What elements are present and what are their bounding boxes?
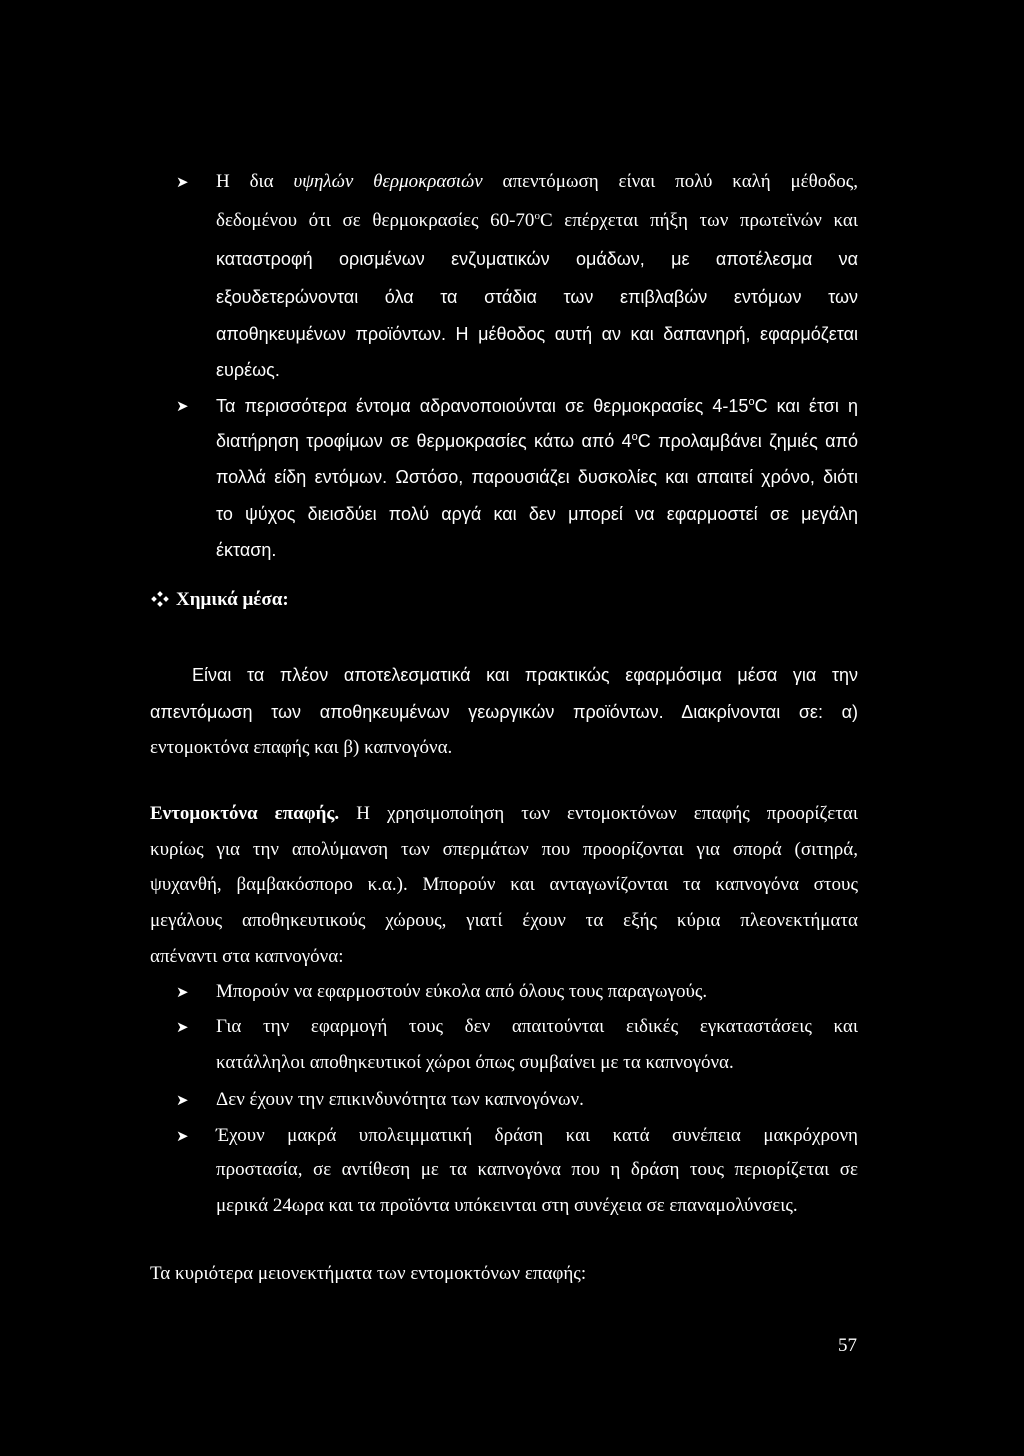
paragraph-line: πολλά είδη εντόμων. Ωστόσο, παρουσιάζει δυσκολίες και απαιτεί χρόνο, διότι — [216, 467, 858, 487]
paragraph-line: εντομοκτόνα επαφής και β) καπνογόνα. — [150, 737, 453, 758]
list-item-continuation: μερικά 24ωρα και τα προϊόντα υπόκεινται στη συνέχεια σε επαναμολύνσεις. — [216, 1195, 798, 1216]
paragraph-line: Τα κυριότερα μειονεκτήματα των εντομοκτόνων επαφής: — [150, 1263, 587, 1284]
arrow-bullet-icon: ➤ — [176, 983, 189, 1001]
subsection-heading: Εντομοκτόνα επαφής. — [150, 803, 340, 824]
paragraph-line: ψυχανθή, βαμβακόσπορο κ.α.). Μπορούν και ανταγωνίζονται τα καπνογόνα στους — [150, 874, 858, 895]
paragraph-line: Είναι τα πλέον αποτελεσματικά και πρακτικώς εφαρμόσιμα μέσα για την — [192, 665, 858, 685]
paragraph-line: διατήρηση τροφίμων σε θερμοκρασίες κάτω από $4^oC$ προλαμβάνει ζημιές από — [216, 431, 858, 451]
arrow-bullet-icon: ➤ — [176, 1091, 189, 1109]
paragraph-line: Τα περισσότερα έντομα αδρανοποιούνται σε θερμοκρασίες $4-15^oC$ και έτσι η — [216, 396, 859, 416]
paragraph-line: αποθηκευμένων προϊόντων. Η μέθοδος αυτή αν και δαπανηρή, εφαρμόζεται — [216, 324, 858, 344]
arrow-bullet-icon: ➤ — [176, 173, 189, 191]
paragraph-line: απεντόμωση των αποθηκευμένων γεωργικών προϊόντων. Διακρίνονται σε: α) — [150, 702, 858, 722]
paragraph-line: εξουδετερώνονται όλα τα στάδια των επιβλαβών εντόμων των — [216, 287, 858, 307]
section-heading: Χημικά μέσα: — [176, 589, 289, 610]
list-item-continuation: κατάλληλοι αποθηκευτικοί χώροι όπως συμβαίνει με τα καπνογόνα. — [216, 1052, 734, 1073]
arrow-bullet-icon: ➤ — [176, 397, 189, 415]
list-item: Μπορούν να εφαρμοστούν εύκολα από όλους τους παραγωγούς. — [216, 981, 708, 1002]
paragraph-line: έκταση. — [216, 540, 277, 560]
paragraph-line: καταστροφή ορισμένων ενζυματικών ομάδων, με αποτέλεσμα να — [216, 249, 858, 269]
paragraph-line: δεδομένου ότι σε θερμοκρασίες $60-70^oC$ επέρχεται πήξη των πρωτεϊνών και — [216, 210, 858, 231]
paragraph-line: κυρίως για την απολύμανση των σπερμάτων που προορίζονται για σπορά (σιτηρά, — [150, 839, 858, 860]
arrow-bullet-icon: ➤ — [176, 1127, 189, 1145]
paragraph-line: απέναντι στα καπνογόνα: — [150, 946, 344, 967]
list-item: Έχουν μακρά υπολειμματική δράση και κατά συνέπεια μακρόχρονη — [216, 1125, 858, 1146]
list-item-continuation: προστασία, σε αντίθεση με τα καπνογόνα που η δράση τους περιορίζεται σε — [216, 1159, 858, 1180]
paragraph-line: μεγάλους αποθηκευτικούς χώρους, γιατί έχουν τα εξής κύρια πλεονεκτήματα — [150, 910, 858, 931]
paragraph-line: Εντομοκτόνα επαφής. Η χρησιμοποίηση των εντομοκτόνων επαφής προορίζεται — [150, 803, 858, 824]
italic-phrase: υψηλών θερμοκρασιών — [293, 171, 483, 192]
paragraph-line: το ψύχος διεισδύει πολύ αργά και δεν μπορεί να εφαρμοστεί σε μεγάλη — [216, 504, 858, 524]
arrow-bullet-icon: ➤ — [176, 1018, 189, 1036]
list-item: Για την εφαρμογή τους δεν απαιτούνται ειδικές εγκαταστάσεις και — [216, 1016, 858, 1037]
page-number: 57 — [838, 1335, 857, 1356]
diamond-bullet-icon — [152, 592, 168, 606]
paragraph-line: ευρέως. — [216, 360, 280, 380]
list-item: Δεν έχουν την επικινδυνότητα των καπνογόνων. — [216, 1089, 584, 1110]
paragraph-line: Η δια υψηλών θερμοκρασιών απεντόμωση είναι πολύ καλή μέθοδος, — [216, 171, 858, 192]
